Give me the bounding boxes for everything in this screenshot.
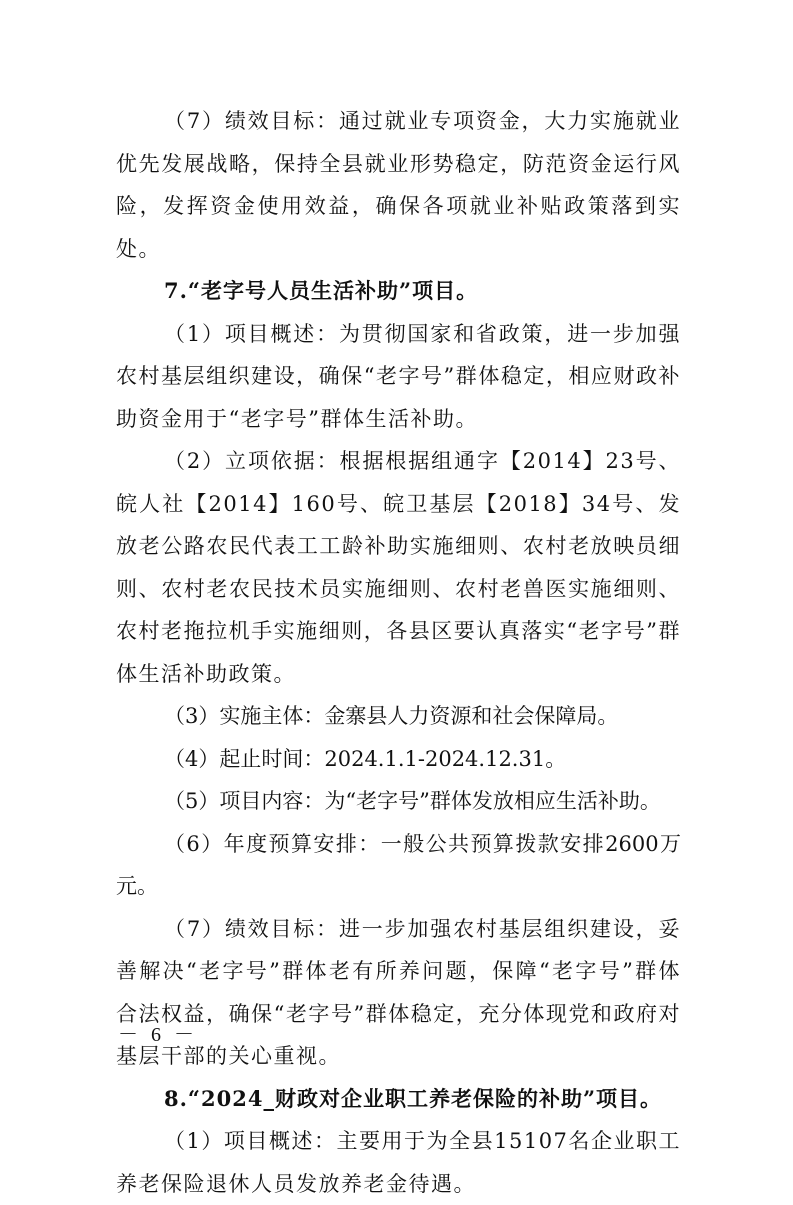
paragraph-performance-goal-laozihao: （7）绩效目标：进一步加强农村基层组织建设，妥善解决“老字号”群体老有所养问题，保障“老字号”群体合法权益，确保“老字号”群体稳定，充分体现党和政府对基层干部的关心重视。 xyxy=(116,916,681,1068)
section-heading-8: 8.“2024_财政对企业职工养老保险的补助”项目。 xyxy=(164,1085,663,1111)
paragraph-annual-budget: （6）年度预算安排：一般公共预算拨款安排2600万元。 xyxy=(116,831,681,898)
paragraph-implementing-body: （3）实施主体：金寨县人力资源和社会保障局。 xyxy=(164,704,619,728)
section-heading-7: 7.“老字号人员生活补助”项目。 xyxy=(164,278,479,303)
paragraph-time-period: （4）起止时间：2024.1.1-2024.12.31。 xyxy=(164,746,567,771)
paragraph-project-content: （5）项目内容：为“老字号”群体发放相应生活补助。 xyxy=(164,789,661,813)
paragraph-project-overview: （1）项目概述：为贯彻国家和省政策，进一步加强农村基层组织建设，确保“老字号”群体稳定，相应财政补助资金用于“老字号”群体生活补助。 xyxy=(116,321,681,431)
page-number: － 6 － xyxy=(118,1024,198,1046)
paragraph-pension-overview: （1）项目概述：主要用于为全县15107名企业职工养老保险退休人员发放养老金待遇。 xyxy=(116,1129,681,1196)
page-body xyxy=(116,100,681,1205)
paragraph-project-basis: （2）立项依据：根据根据组通字【2014】23号、皖人社【2014】160号、皖卫基层【2018】34号、发放老公路农民代表工工龄补助实施细则、农村老放映员细则、农村老农民技术员实施细则、农村老兽医实施细则、农村老拖拉机手实施细则，各县区要认真落实“老字号”群体生活补助政策。 xyxy=(116,449,681,686)
paragraph-performance-goal-employment: （7）绩效目标：通过就业专项资金，大力实施就业优先发展战略，保持全县就业形势稳定，防范资金运行风险，发挥资金使用效益，确保各项就业补贴政策落到实处。 xyxy=(116,109,681,261)
